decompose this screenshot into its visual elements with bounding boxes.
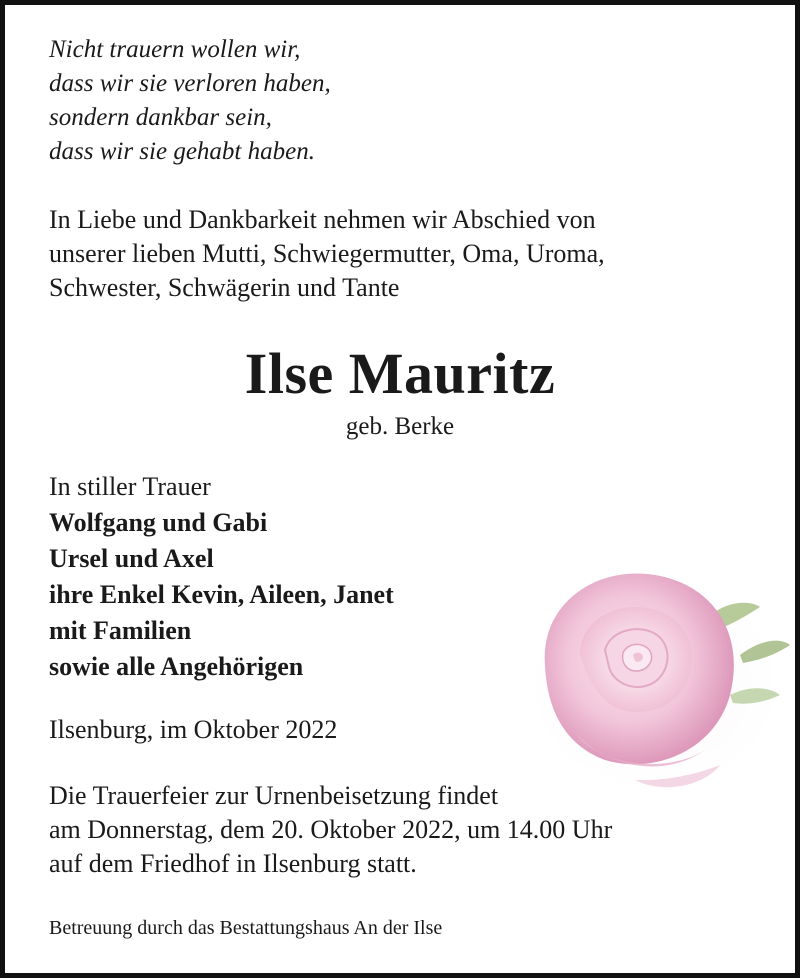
maiden-name: geb. Berke xyxy=(345,413,455,440)
mourner-line-4: mit Familien xyxy=(49,616,192,645)
poem-line-3: sondern dankbar sein, xyxy=(49,104,272,131)
pink-rose-image xyxy=(505,545,795,805)
mourner-line-2: Ursel und Axel xyxy=(49,544,214,573)
funeral-home-credit: Betreuung durch das Bestattungshaus An der Ilse xyxy=(49,917,443,939)
ceremony-line-1: Die Trauerfeier zur Urnenbeisetzung findet xyxy=(49,781,499,810)
deceased-name: Ilse Mauritz xyxy=(244,341,556,406)
poem-line-1: Nicht trauern wollen wir, xyxy=(49,36,301,63)
place-date: Ilsenburg, im Oktober 2022 xyxy=(49,715,338,744)
mourner-line-1: Wolfgang und Gabi xyxy=(49,508,268,537)
intro-line-3: Schwester, Schwägerin und Tante xyxy=(49,273,400,302)
ceremony-line-3: auf dem Friedhof in Ilsenburg statt. xyxy=(49,849,417,878)
mourner-line-5: sowie alle Angehörigen xyxy=(49,652,304,681)
ceremony-line-2: am Donnerstag, dem 20. Oktober 2022, um 14.00 Uhr xyxy=(49,815,613,844)
poem-line-2: dass wir sie verloren haben, xyxy=(49,70,331,97)
mourners-heading: In stiller Trauer xyxy=(49,472,211,501)
intro-line-2: unserer lieben Mutti, Schwiegermutter, Oma, Uroma, xyxy=(49,239,605,268)
intro-line-1: In Liebe und Dankbarkeit nehmen wir Abschied von xyxy=(49,205,596,234)
mourner-line-3: ihre Enkel Kevin, Aileen, Janet xyxy=(49,580,394,609)
poem-line-4: dass wir sie gehabt haben. xyxy=(49,138,315,165)
